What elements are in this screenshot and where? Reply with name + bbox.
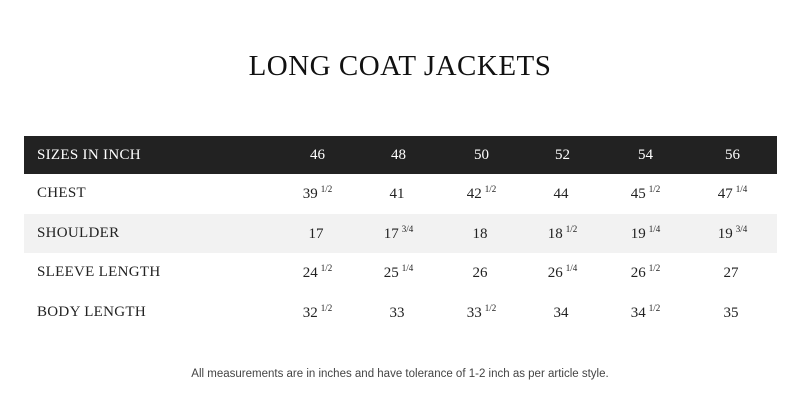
page-title: LONG COAT JACKETS [248, 50, 552, 82]
row-label: SLEEVE LENGTH [37, 264, 161, 281]
measurement-cell: 19 $^{3/4}$ [717, 223, 748, 242]
row-label: SHOULDER [37, 224, 120, 241]
size-chart-table [24, 136, 777, 332]
measurement-cell: 35 [723, 304, 739, 321]
measurement-cell: 18 $^{1/2}$ [547, 223, 578, 242]
measurement-cell: 17 [308, 225, 324, 242]
size-header: 54 [638, 146, 653, 163]
measurement-cell: 26 [472, 265, 488, 282]
table-row-chest [24, 174, 777, 214]
table-row-sleeve-length [24, 253, 777, 293]
row-label: CHEST [37, 185, 87, 202]
measurement-cell: 18 [472, 225, 488, 242]
row-label: BODY LENGTH [37, 303, 146, 320]
measurement-cell: 26 $^{1/2}$ [630, 263, 661, 282]
measurement-cell: 34 [553, 304, 569, 321]
measurement-footnote: All measurements are in inches and have tolerance of 1-2 inch as per article style. [191, 368, 609, 380]
measurement-cell: 25 $^{1/4}$ [383, 263, 414, 282]
size-header: 56 [725, 146, 740, 163]
measurement-cell: 33 [389, 304, 405, 321]
header-label: SIZES IN INCH [37, 146, 141, 163]
table-row-shoulder [24, 214, 777, 254]
measurement-cell: 33 $^{1/2}$ [466, 302, 497, 321]
measurement-cell: 24 $^{1/2}$ [302, 263, 333, 282]
measurement-cell: 42 $^{1/2}$ [466, 184, 497, 203]
measurement-cell: 45 $^{1/2}$ [630, 184, 661, 203]
measurement-cell: 27 [723, 265, 739, 282]
measurement-cell: 17 $^{3/4}$ [383, 223, 414, 242]
measurement-cell: 19 $^{1/4}$ [630, 223, 661, 242]
measurement-cell: 47 $^{1/4}$ [717, 184, 748, 203]
size-header: 48 [391, 146, 406, 163]
measurement-cell: 41 [389, 186, 405, 203]
table-header-row [24, 136, 777, 174]
size-header: 52 [555, 146, 570, 163]
measurement-cell: 32 $^{1/2}$ [302, 302, 333, 321]
size-header: 50 [474, 146, 489, 163]
measurement-cell: 44 [553, 186, 569, 203]
table-row-body-length [24, 293, 777, 333]
measurement-cell: 39 $^{1/2}$ [302, 184, 333, 203]
size-header: 46 [310, 146, 325, 163]
measurement-cell: 34 $^{1/2}$ [630, 302, 661, 321]
measurement-cell: 26 $^{1/4}$ [547, 263, 578, 282]
